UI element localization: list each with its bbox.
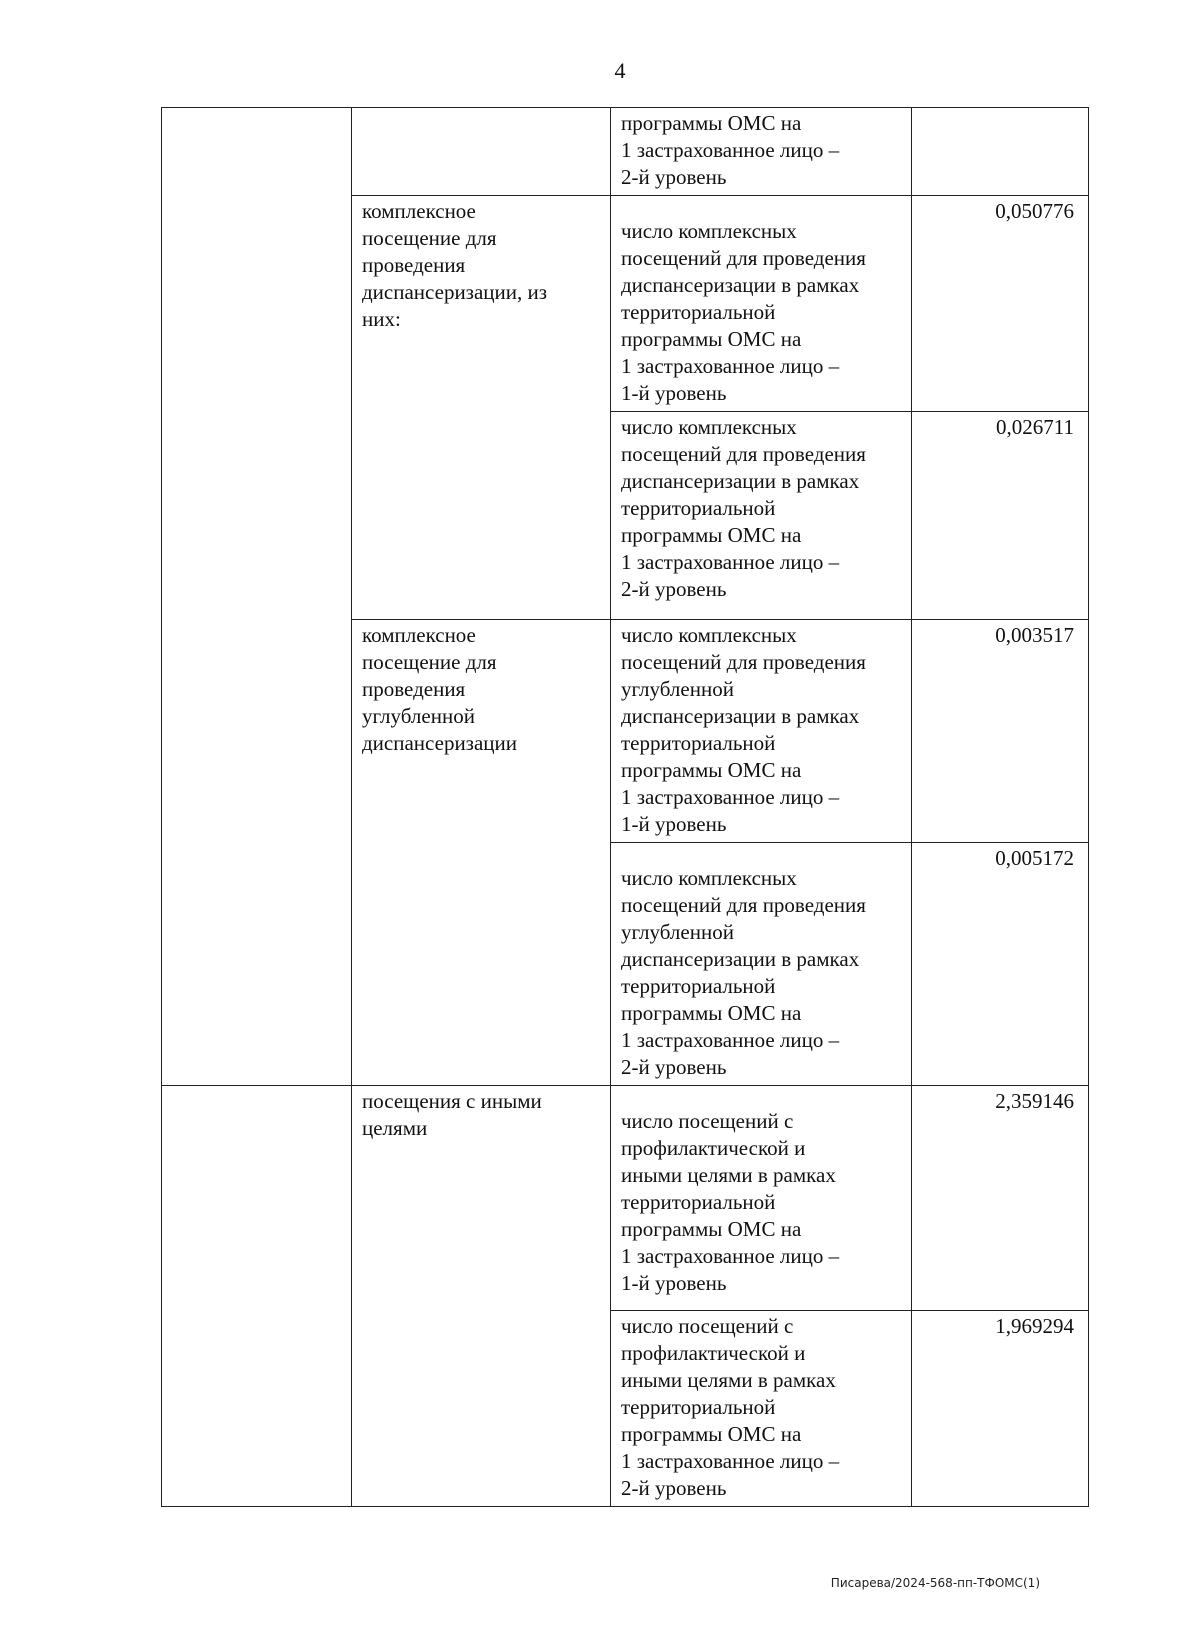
indicator-cell: число комплексных посещений для проведения диспансеризации в рамках территориальной программы ОМС на 1 застрахованное лицо – 2-й уровень [611,412,912,620]
category-cell: комплексное посещение для проведения углубленной диспансеризации [352,620,611,1086]
indicator-cell: число посещений с профилактической и иными целями в рамках территориальной программы ОМС на 1 застрахованное лицо – 2-й уровень [611,1311,912,1507]
category-cell: комплексное посещение для проведения диспансеризации, из них: [352,196,611,620]
indicators-table [161,107,1089,1507]
table-row [162,108,1089,196]
section-cell [162,108,352,1086]
page-number: 4 [614,58,626,83]
category-cell: посещения с иными целями [352,1086,611,1507]
indicator-cell: число комплексных посещений для проведения диспансеризации в рамках территориальной программы ОМС на 1 застрахованное лицо – 1-й уровень [611,196,912,412]
value-cell: 0,026711 [912,412,1089,620]
value-cell: 1,969294 [912,1311,1089,1507]
value-cell: 0,005172 [912,843,1089,1086]
document-id: Писарева/2024-568-пп-ТФОМС(1) [830,1576,1040,1590]
section-cell [162,1086,352,1507]
value-cell: 2,359146 [912,1086,1089,1311]
indicator-cell: число комплексных посещений для проведения углубленной диспансеризации в рамках территориальной программы ОМС на 1 застрахованное лицо – 1-й уровень [611,620,912,843]
value-cell [912,108,1089,196]
category-cell-empty [352,108,611,196]
indicator-cell: число комплексных посещений для проведения углубленной диспансеризации в рамках территориальной программы ОМС на 1 застрахованное лицо – 2-й уровень [611,843,912,1086]
value-cell: 0,003517 [912,620,1089,843]
value-cell: 0,050776 [912,196,1089,412]
indicator-cell: программы ОМС на 1 застрахованное лицо – 2-й уровень [611,108,912,196]
table-row [162,1086,1089,1311]
indicator-cell: число посещений с профилактической и иными целями в рамках территориальной программы ОМС на 1 застрахованное лицо – 1-й уровень [611,1086,912,1311]
